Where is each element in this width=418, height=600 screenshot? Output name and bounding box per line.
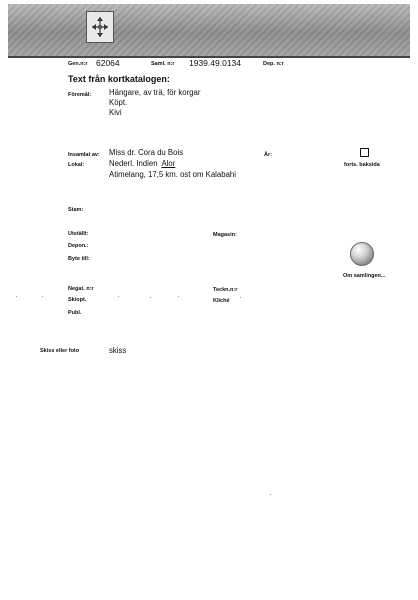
- lokal-line-1: [109, 159, 175, 168]
- skiopt-label: Skiopt.: [68, 297, 87, 303]
- negat-nr-label: Negat. n:r: [68, 286, 94, 292]
- forts-baksida-checkbox[interactable]: [360, 148, 369, 157]
- scan-speck: [118, 296, 119, 297]
- om-samlingen-globe-icon[interactable]: [350, 242, 374, 266]
- saml-nr-value: 1939.49.0134: [189, 58, 241, 68]
- scan-speck: [42, 296, 43, 297]
- foremal-line-1: Hängare, av trä, för korgar: [109, 88, 201, 97]
- scan-speck: [270, 494, 271, 495]
- scan-speck: [150, 297, 151, 298]
- forts-baksida-label: forts. baksida: [344, 162, 380, 168]
- lokal-region: Nederl. Indien: [109, 159, 158, 168]
- scan-speck: [240, 297, 241, 298]
- foremal-line-2: Köpt.: [109, 98, 128, 107]
- lokal-island: Alor: [161, 159, 176, 168]
- magasin-label: Magasin:: [213, 232, 237, 238]
- foremal-label: Föremål:: [68, 92, 92, 98]
- lokal-label: Lokal:: [68, 162, 85, 168]
- klich-label: Kliché: [213, 298, 230, 304]
- catalog-heading: Text från kortkatalogen:: [68, 74, 170, 84]
- gen-nr-value: 62064: [96, 58, 120, 68]
- insamlat-label: Insamlat av:: [68, 152, 100, 158]
- foremal-line-3: Kivi: [109, 108, 122, 117]
- skiss-foto-label: Skiss eller foto: [40, 348, 80, 354]
- scan-speck: [16, 296, 17, 297]
- header-banner: [8, 4, 410, 58]
- dep-nr-label: Dep. n:r: [263, 61, 284, 67]
- lokal-line-2: Atimelang, 17,5 km. ost om Kalabahi: [109, 170, 236, 179]
- museum-logo-icon: [86, 11, 114, 43]
- ar-label: År:: [264, 152, 272, 158]
- skiss-foto-value: skiss: [109, 346, 127, 355]
- publ-label: Publ.: [68, 310, 82, 316]
- insamlat-value: Miss dr. Cora du Bois: [109, 148, 184, 157]
- stam-label: Stam:: [68, 207, 84, 213]
- gen-nr-label: Gen.n:r: [68, 61, 88, 67]
- byte-till-label: Byte till:: [68, 256, 90, 262]
- om-samlingen-link[interactable]: Om samlingen...: [343, 273, 386, 279]
- saml-nr-label: Saml. n:r: [151, 61, 175, 67]
- scan-speck: [178, 296, 179, 297]
- teckn-nr-label: Teckn.n:r: [213, 287, 238, 293]
- banner-brand: [347, 40, 360, 46]
- utstallt-label: Utställt:: [68, 231, 89, 237]
- depon-label: Depon.:: [68, 243, 89, 249]
